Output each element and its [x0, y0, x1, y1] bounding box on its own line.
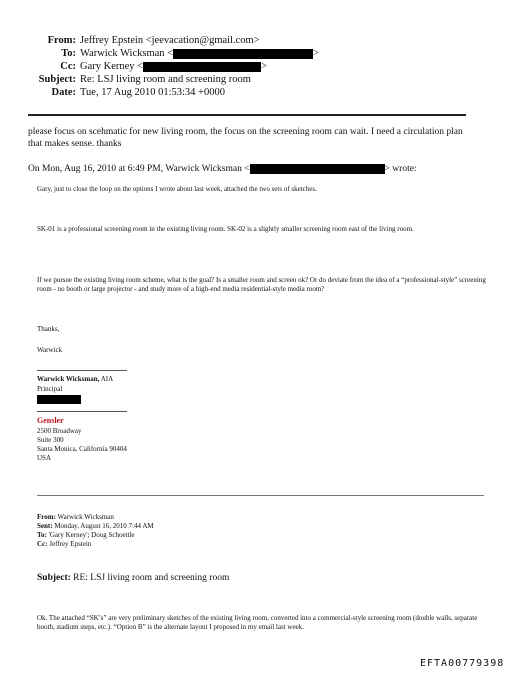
fwd-subject-label: Subject: — [37, 573, 71, 583]
header-from-row — [0, 34, 320, 47]
header-cc-row — [0, 60, 320, 73]
signature-divider-2 — [37, 411, 127, 412]
header-subject-row — [0, 73, 320, 86]
date-label: Date: — [51, 87, 76, 98]
to-label: To: — [61, 48, 76, 59]
header-divider — [28, 114, 466, 116]
fwd-sent-label: Sent: — [37, 522, 53, 530]
quote-intro-start: On Mon, Aug 16, 2010 at 6:49 PM, Warwick Wicksman < — [28, 164, 250, 174]
address-line-3: Santa Monica, California 90404 — [37, 445, 127, 453]
quote-intro — [28, 163, 498, 175]
email-header — [0, 34, 320, 99]
address-line-2: Suite 300 — [37, 436, 64, 444]
quoted-signoff: Warwick — [37, 346, 63, 354]
fwd-cc-label: Cc: — [37, 540, 48, 548]
address-line-1: 2500 Broadway — [37, 427, 82, 435]
forward-divider — [37, 495, 484, 496]
fwd-from-label: From: — [37, 513, 56, 521]
company-address — [37, 427, 127, 463]
redaction-box — [143, 62, 261, 72]
fwd-subject — [37, 573, 229, 583]
quoted-paragraph-1: Gary, just to close the loop on the options I wrote about last week, attached the two sets of sketches. — [37, 185, 317, 193]
fwd-to-value: 'Gary Kerney'; Doug Schoettle — [46, 531, 135, 539]
quote-intro-end: > wrote: — [384, 164, 417, 174]
fwd-from-value: Warwick Wicksman — [55, 513, 114, 521]
from-value: Jeffrey Epstein <jeevacation@gmail.com> — [80, 35, 260, 46]
to-value: Warwick Wicksman < — [80, 48, 174, 59]
bates-stamp: EFTA00779398 — [420, 658, 505, 669]
sig-name: Warwick Wicksman, — [37, 375, 100, 383]
from-label: From: — [47, 35, 76, 46]
cc-label: Cc: — [60, 61, 76, 72]
header-to-row — [0, 47, 320, 60]
fwd-to-row — [37, 531, 154, 540]
company-name: Gensler — [37, 416, 64, 425]
header-date-row — [0, 86, 320, 99]
signature-title: Principal — [37, 385, 63, 393]
reply-body: please focus on scehmatic for new living room, the focus on the screening room can wait. I need a circulation plan that makes sense. thanks — [28, 127, 463, 149]
redaction-box — [250, 164, 385, 174]
fwd-subject-value: RE: LSJ living room and screening room — [70, 573, 230, 583]
quoted-paragraph-3: If we pursue the existing living room scheme, what is the goal? Is a smaller room and screen ok? Or do deviate from the idea of a “professional-style” screening room - no booth or large projector - and study more of a high-end media residential-style media room? — [37, 276, 486, 293]
cc-end: > — [261, 61, 267, 72]
signature-divider — [37, 370, 127, 371]
subject-value: Re: LSJ living room and screening room — [80, 74, 251, 85]
fwd-sent-row — [37, 522, 154, 531]
quoted-thanks: Thanks, — [37, 325, 60, 333]
fwd-to-label: To: — [37, 531, 47, 539]
fwd-sent-value: Monday, August 16, 2010 7:44 AM — [52, 522, 154, 530]
redaction-box — [173, 49, 313, 59]
signature-name — [37, 375, 113, 384]
fwd-cc-row — [37, 540, 154, 549]
date-value: Tue, 17 Aug 2010 01:53:34 +0000 — [80, 87, 225, 98]
redaction-box — [37, 395, 81, 404]
fwd-from-row — [37, 513, 154, 522]
address-line-4: USA — [37, 454, 52, 462]
to-end: > — [313, 48, 320, 59]
fwd-cc-value: Jeffrey Epstein — [47, 540, 92, 548]
cc-value: Gary Kerney < — [80, 61, 144, 72]
subject-label: Subject: — [38, 74, 76, 85]
fwd-body: Ok. The attached “SK’s” are very preliminary sketches of the existing living room, converted into a commercial-style screening room (double walls, separate booth, stadium steps, etc.). “Option B” is the alternate layout I proposed in my email last week. — [37, 614, 478, 631]
sig-suffix: AIA — [99, 375, 114, 383]
quoted-paragraph-2: SK-01 is a professional screening room in the existing living room. SK-02 is a slightly smaller screening room east of the living room. — [37, 225, 414, 233]
forwarded-header — [37, 513, 154, 549]
